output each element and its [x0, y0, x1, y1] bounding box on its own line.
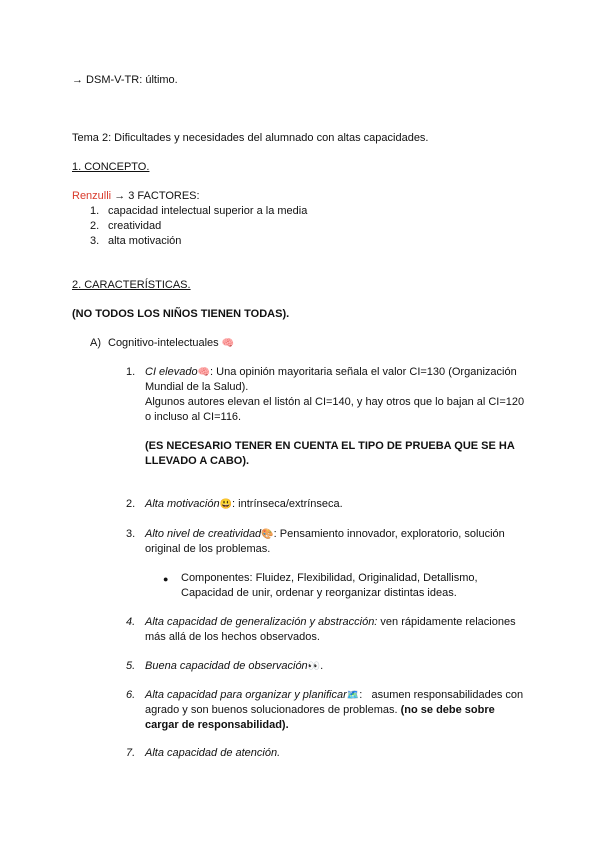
item-6-line: Alta capacidad para organizar y planificar🗺️: asumen responsabilidades con	[145, 689, 524, 701]
bullet-icon: ●	[163, 574, 169, 584]
item-4-line2: más allá de los hechos observados.	[145, 631, 320, 643]
map-icon: 🗺️	[346, 690, 360, 701]
item-5-line: Buena capacidad de observación👀.	[145, 660, 324, 672]
sub-a-label: Cognitivo-intelectuales 🧠	[108, 337, 235, 349]
item-3-line2: original de los problemas.	[145, 543, 271, 555]
item-3-bullet: Componentes: Fluidez, Flexibilidad, Originalidad, Detallismo,	[181, 572, 478, 584]
brain-icon: 🧠	[197, 367, 211, 378]
brain-icon: 🧠	[221, 338, 235, 349]
item-1-bold2: LLEVADO A CABO).	[145, 455, 250, 467]
smile-icon: 😃	[219, 499, 233, 510]
item-number: 7.	[126, 747, 136, 759]
renzulli-name: Renzulli	[72, 190, 112, 202]
item-1-line2: Mundial de la Salud).	[145, 381, 249, 393]
item-3-line: Alto nivel de creatividad🎨: Pensamiento innovador, exploratorio, solución	[145, 528, 505, 540]
eyes-icon: 👀	[307, 661, 321, 672]
list-item-text: capacidad intelectual superior a la media	[108, 205, 308, 217]
item-3-bullet2: Capacidad de unir, ordenar y reorganizar distintas ideas.	[181, 587, 457, 599]
item-1-line3: Algunos autores elevan el listón al CI=140, y hay otros que lo bajan al CI=120	[145, 396, 525, 408]
item-7-line: Alta capacidad de atención.	[145, 747, 281, 759]
renzulli-factors: → 3 FACTORES:	[111, 190, 200, 202]
item-6-line2: agrado y son buenos solucionadores de problemas. (no se debe sobre	[145, 704, 495, 716]
item-number: 5.	[126, 660, 136, 672]
item-number: 4.	[126, 616, 136, 628]
sub-a-letter: A)	[90, 337, 101, 349]
dsm-line: → DSM-V-TR: último.	[72, 74, 178, 86]
section1-heading: 1. CONCEPTO.	[72, 161, 150, 173]
section2-note: (NO TODOS LOS NIÑOS TIENEN TODAS).	[72, 308, 290, 320]
list-item-text: creatividad	[108, 220, 162, 232]
item-number: 3.	[126, 528, 136, 540]
tema-title: Tema 2: Dificultades y necesidades del alumnado con altas capacidades.	[72, 132, 429, 144]
item-number: 6.	[126, 689, 136, 701]
item-number: 1.	[126, 366, 136, 378]
item-1-line: CI elevado🧠: Una opinión mayoritaria señala el valor CI=130 (Organización	[145, 366, 517, 378]
palette-icon: 🎨	[261, 529, 274, 540]
list-item: 1.	[90, 205, 100, 217]
item-number: 2.	[126, 498, 136, 510]
item-1-line4: o incluso al CI=116.	[145, 411, 242, 423]
list-item: 3.	[90, 235, 100, 247]
renzulli-line	[72, 189, 200, 204]
list-item: 2.	[90, 220, 100, 232]
item-4-line: Alta capacidad de generalización y abstracción: ven rápidamente relaciones	[145, 616, 516, 628]
item-1-bold1: (ES NECESARIO TENER EN CUENTA EL TIPO DE PRUEBA QUE SE HA	[145, 440, 515, 452]
item-6-line3: cargar de responsabilidad).	[145, 719, 289, 731]
list-item-text: alta motivación	[108, 235, 182, 247]
item-2-line: Alta motivación😃: intrínseca/extrínseca.	[145, 498, 343, 510]
section2-heading: 2. CARACTERÍSTICAS.	[72, 279, 191, 291]
